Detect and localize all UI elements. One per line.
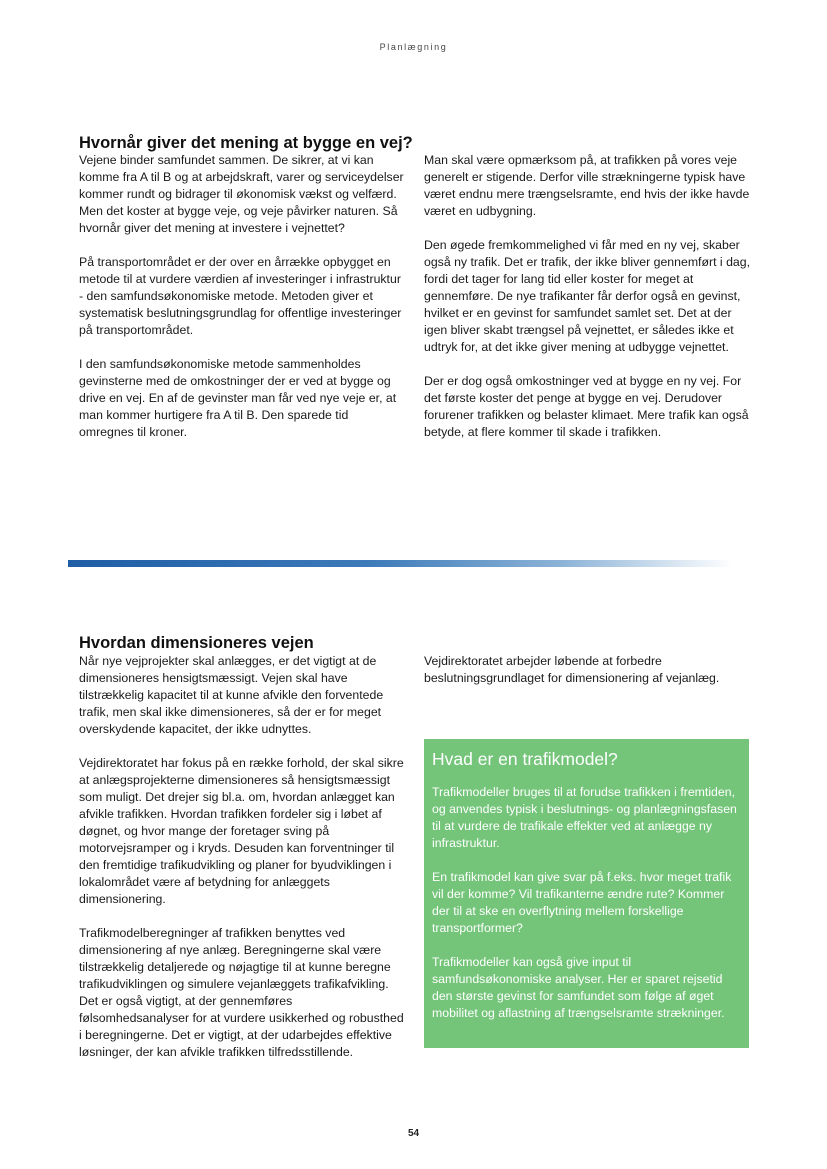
section-heading-build-road: Hvornår giver det mening at bygge en vej? xyxy=(79,134,413,152)
paragraph: Trafikmodeller bruges til at forudse trafikken i fremtiden, og anvendes typisk i beslutnings- og planlægningsfasen til at vurdere de trafikale effekter ved at anlægge ny infrastruktur. xyxy=(432,785,737,850)
paragraph: Vejdirektoratet arbejder løbende at forbedre beslutningsgrundlaget for dimensionering af vejanlæg. xyxy=(424,654,720,685)
paragraph: I den samfundsøkonomiske metode sammenholdes gevinsterne med de omkostninger der er ved at bygge og drive en vej. En af de gevinster man får ved nye veje er, at man kommer hurtigere fra A til B. Den sparede tid omregnes til kroner. xyxy=(79,357,397,439)
paragraph: Når nye vejprojekter skal anlægges, er det vigtigt at de dimensioneres hensigtsmæssigt. Vejen skal have tilstrækkelig kapacitet til at kunne afvikle den forventede trafik, men skal ikke dimensioneres, så der er for meget overskydende kapacitet, der ikke udnyttes. xyxy=(79,654,384,736)
running-header: Planlægning xyxy=(379,42,448,52)
paragraph: Den øgede fremkommelighed vi får med en ny vej, skaber også ny trafik. Det er trafik, der ikke bliver gennemført i dag, fordi det tager for lang tid eller koster for meget at gennemføre. De nye trafikanter får derfor også en gevinst, hvilket er en gevinst for samfundet samlet set. Det at der igen bliver skabt trængsel på vejnettet, er således ikke et udtryk for, at det ikke giver mening at udbygge vejnettet. xyxy=(424,238,750,354)
paragraph: Der er dog også omkostninger ved at bygge en ny vej. For det første koster det penge at bygge en vej. Derudover forurener trafikken og belaster klimaet. Mere trafik kan også betyde, at flere kommer til skade i trafikken. xyxy=(424,374,749,439)
section-heading-dimensioning: Hvordan dimensioneres vejen xyxy=(79,634,314,652)
paragraph: Vejene binder samfundet sammen. De sikrer, at vi kan komme fra A til B og at arbejdskraft, varer og serviceydelser kommer rundt og bidrager til økonomisk vækst og velfærd. Men det koster at bygge veje, og veje påvirker naturen. Så hvornår giver det mening at investere i vejnettet? xyxy=(79,153,404,235)
paragraph: Man skal være opmærksom på, at trafikken på vores veje generelt er stigende. Derfor ville strækningerne typisk have været endnu mere trængselsramte, end hvis der ikke havde været en udbygning. xyxy=(424,153,750,218)
traffic-model-info-box xyxy=(424,739,749,1048)
paragraph: Trafikmodelberegninger af trafikken benyttes ved dimensionering af nye anlæg. Beregningerne skal være tilstrækkelig detaljerede og nøjagtige til at kunne beregne trafikudviklingen og simulere vejanlæggets trafikafvikling. Det er også vigtigt, at der gennemføres følsomhedsanalyser for at vurdere usikkerhed og robusthed i beregningerne. Det er vigtigt, at der udarbejdes effektive løsninger, der kan afvikle trafikken tilfredsstillende. xyxy=(79,926,404,1059)
page-number: 54 xyxy=(407,1128,420,1139)
paragraph: På transportområdet er der over en årrække opbygget en metode til at vurdere værdien af investeringer i infrastruktur - den samfundsøkonomiske metode. Metoden giver et systematisk beslutningsgrundlag for offentlige investeringer på transportområdet. xyxy=(79,255,402,337)
section2-left-column xyxy=(79,653,405,1061)
gradient-divider xyxy=(68,560,733,567)
section1-right-column xyxy=(424,152,750,441)
info-box-title: Hvad er en trafikmodel? xyxy=(432,749,618,769)
paragraph: En trafikmodel kan give svar på f.eks. hvor meget trafik vil der komme? Vil trafikanterne ændre rute? Kommer der til at ske en overflytning mellem forskellige transportformer? xyxy=(432,870,732,935)
paragraph: Trafikmodeller kan også give input til samfundsøkonomiske analyser. Her er sparet rejsetid den største gevinst for samfundet som følge af øget mobilitet og aflastning af trængselsramte strækninger. xyxy=(432,955,725,1020)
section1-left-column xyxy=(79,152,405,441)
section2-right-column xyxy=(424,653,750,687)
paragraph: Vejdirektoratet har fokus på en række forhold, der skal sikre at anlægsprojekterne dimensioneres så hensigtsmæssigt som muligt. Det drejer sig bl.a. om, hvordan anlægget kan afvikle trafikken. Hvordan trafikken fordeler sig i løbet af døgnet, og hvor mange der foretager sving på motorvejsramper og i kryds. Desuden kan forventninger til den fremtidige trafikudvikling og planer for byudviklingen i lokalområdet være af betydning for anlæggets dimensionering. xyxy=(79,756,404,906)
